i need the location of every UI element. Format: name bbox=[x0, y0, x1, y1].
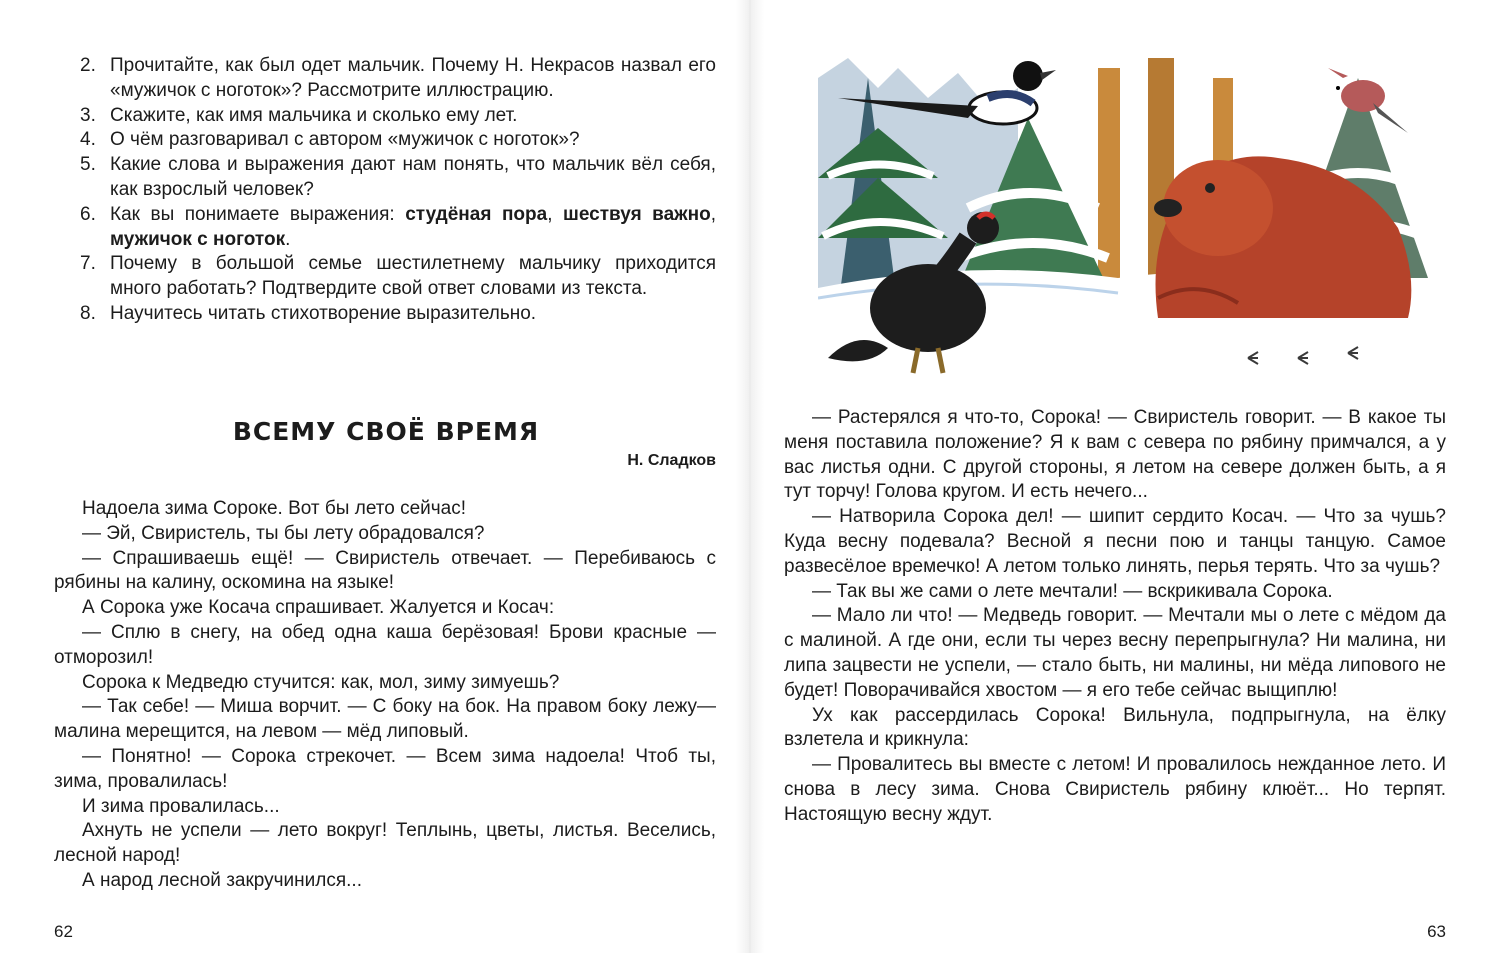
story-paragraph: Ахнуть не успели — лето вокруг! Теплынь, цветы, листья. Веселись, лесной народ! bbox=[54, 820, 716, 867]
right-page bbox=[750, 0, 1500, 953]
story-paragraph: И зима провалилась... bbox=[82, 795, 280, 817]
story-paragraph: — Растерялся я что-то, Сорока! — Свиристель говорит. — В какое ты меня поставила положение? Я к вам с севера по рябину примчался, а у вас листья одни. С другой стороны, я летом на севере должен быть, а я тут торчу! Голова кругом. И есть нечего... bbox=[784, 407, 1446, 503]
question-item: 5. Какие слова и выражения дают нам понять, что мальчик вёл себя, как взрослый человек? bbox=[80, 154, 716, 200]
question-item: 2. Прочитайте, как был одет мальчик. Почему Н. Некрасов назвал его «мужичок с ноготок»? Рассмотрите иллюстрацию. bbox=[80, 55, 716, 101]
question-item: 8. Научитесь читать стихотворение выразительно. bbox=[80, 302, 537, 324]
story-paragraph: — Эй, Свиристель, ты бы лету обрадовался? bbox=[82, 522, 485, 544]
story-paragraph: — Натворила Сорока дел! — шипит сердито Косач. — Что за чушь? Куда весну подевала? Весной я песни пою и танцы танцую. Самое развесёлое времечко! А летом только линять, перья терять. Что за чушь? bbox=[784, 506, 1446, 577]
story-paragraph: Надоела зима Сороке. Вот бы лето сейчас! bbox=[82, 498, 467, 519]
story-text-left bbox=[54, 497, 716, 894]
question-item: 3. Скажите, как имя мальчика и сколько ему лет. bbox=[80, 104, 518, 126]
winter-forest-illustration bbox=[818, 58, 1450, 386]
story-author: Н. Сладков bbox=[627, 452, 716, 469]
story-paragraph: А народ лесной закручинился... bbox=[82, 869, 362, 891]
pine-trunk bbox=[1098, 68, 1120, 278]
story-paragraph: — Спрашиваешь ещё! — Свиристель отвечает. — Перебиваюсь с рябины на калину, оскомина на языке! bbox=[54, 547, 716, 594]
story-paragraph: — Так вы же сами о лете мечтали! — вскрикивала Сорока. bbox=[812, 580, 1333, 602]
story-paragraph: — Так себе! — Миша ворчит. — С боку на бок. На правом боку лежу—малина мерещится, на левом — мёд липовый. bbox=[54, 696, 716, 743]
story-paragraph: А Сорока уже Косача спрашивает. Жалуется и Косач: bbox=[82, 597, 555, 619]
story-paragraph: — Провалитесь вы вместе с летом! И провалилось нежданное лето. И снова в лесу зима. Снова Свиристель рябину клюёт... Но терпят. Настоящую весну ждут. bbox=[784, 754, 1446, 825]
page-number: 62 bbox=[54, 922, 73, 941]
story-paragraph: — Понятно! — Сорока стрекочет. — Всем зима надоела! Чтоб ты, зима, провалилась! bbox=[54, 745, 716, 792]
bold-phrase: студёная пора bbox=[405, 203, 548, 225]
page-number: 63 bbox=[1427, 922, 1446, 941]
story-paragraph: — Сплю в снегу, на обед одна каша берёзовая! Брови красные — отморозил! bbox=[54, 621, 716, 668]
story-paragraph: Сорока к Медведю стучится: как, мол, зиму зимуешь? bbox=[82, 671, 560, 693]
questions-list bbox=[80, 54, 716, 327]
story-paragraph: — Мало ли что! — Медведь говорит. — Мечтали мы о лете с мёдом да с малиной. А где они, если ты через весну перепрыгнула? Ни малина, ни липа зацвести не успели, — стало быть, ни малины, ни мёда липового не будет! Поворачивайся хвостом — я его тебе сейчас выщиплю! bbox=[784, 605, 1446, 701]
bold-phrase: шествуя важно bbox=[563, 203, 711, 225]
story-text-right bbox=[784, 406, 1446, 828]
bold-phrase: мужичок с ноготок bbox=[110, 228, 286, 250]
question-item: 4. О чём разговаривал с автором «мужичок с ноготок»? bbox=[80, 129, 580, 151]
question-item: 7. Почему в большой семье шестилетнему мальчику приходится много работать? Подтвердите свой ответ словами из текста. bbox=[80, 253, 716, 300]
question-item: 6. Как вы понимаете выражения: студёная пора, шествуя важно, мужичок с ноготок. bbox=[80, 203, 717, 250]
story-paragraph: Ух как рассердилась Сорока! Вильнула, подпрыгнула, на ёлку взлетела и крикнула: bbox=[784, 704, 1446, 751]
story-title: ВСЕМУ СВОЁ ВРЕМЯ bbox=[232, 417, 540, 446]
